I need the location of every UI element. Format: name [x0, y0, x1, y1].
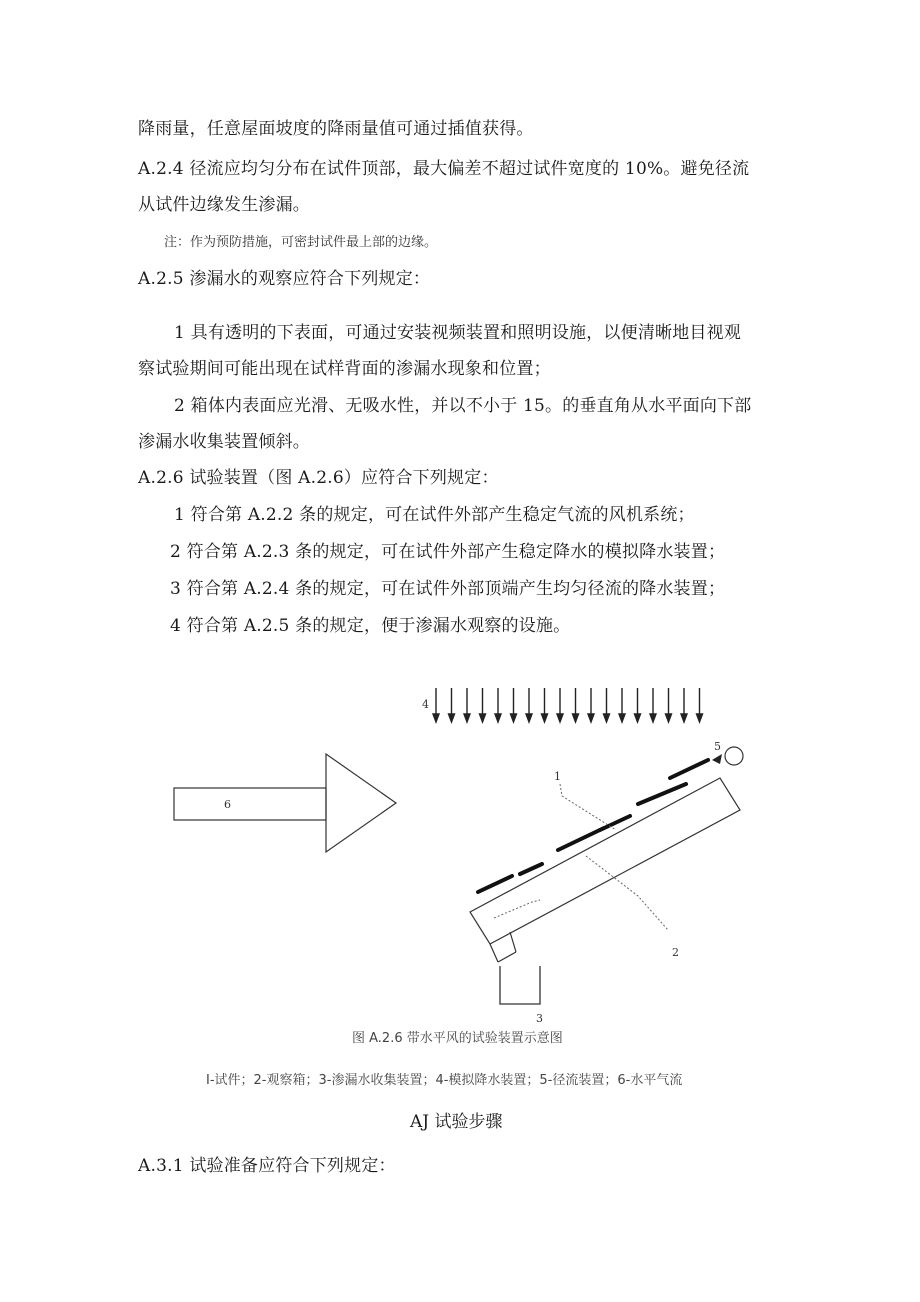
rain-arrow-head: [681, 714, 687, 722]
figure-caption: 图 A.2.6 带水平风的试验装置示意图: [352, 1031, 563, 1046]
label-1: 1: [554, 770, 561, 783]
para-a26-item1: 1 符合第 A.2.2 条的规定，可在试件外部产生稳定气流的风机系统；: [174, 505, 695, 525]
figure-legend: I-试件；2-观察箱；3-渗漏水收集装置；4-模拟降水装置；5-径流装置；6-水平气流: [206, 1073, 683, 1088]
observation-box: [470, 778, 740, 962]
rain-arrow-head: [697, 714, 703, 722]
rain-arrow-head: [480, 714, 486, 722]
rain-arrow-head: [635, 714, 641, 722]
rain-arrow-head: [449, 714, 455, 722]
rain-arrow-head: [433, 714, 439, 722]
rain-arrow-head: [511, 714, 517, 722]
specimen-strips: [478, 760, 708, 892]
rain-arrow-head: [526, 714, 532, 722]
para-a24-line1: A.2.4 径流应均匀分布在试件顶部，最大偏差不超过试件宽度的 10%。避免径流: [138, 159, 750, 179]
para-a31: A.3.1 试验准备应符合下列规定：: [138, 1156, 396, 1176]
rain-arrow-head: [464, 714, 470, 722]
para-a25-item2-line2: 渗漏水收集装置倾斜。: [138, 432, 310, 452]
para-a25-item1-line2: 察试验期间可能出现在试样背面的渗漏水现象和位置；: [138, 359, 551, 379]
para-a26-item2: 2 符合第 A.2.3 条的规定，可在试件外部产生稳定降水的模拟降水装置；: [170, 542, 726, 562]
rain-arrow-head: [604, 714, 610, 722]
label-6: 6: [224, 798, 231, 811]
rain-arrow-head: [542, 714, 548, 722]
runoff-flow-arrowhead: [712, 754, 722, 764]
note-seal-edge: 注：作为预防措施，可密封试件最上部的边缘。: [164, 235, 438, 250]
para-rainfall-interp: 降雨量，任意屋面坡度的降雨量值可通过插值获得。: [138, 119, 534, 139]
para-a24-line2: 从试件边缘发生渗漏。: [138, 195, 310, 215]
simulated-rain-arrows: [433, 688, 703, 722]
test-apparatus-figure: [160, 680, 760, 1030]
rain-arrow-head: [588, 714, 594, 722]
label-3: 3: [536, 1012, 543, 1025]
leakage-collection-tray: [500, 966, 540, 1004]
para-a26: A.2.6 试验装置（图 A.2.6）应符合下列规定：: [138, 468, 499, 488]
label-4: 4: [422, 698, 429, 711]
label-2: 2: [672, 946, 679, 959]
rain-arrow-head: [495, 714, 501, 722]
para-a25-item1-line1: 1 具有透明的下表面，可通过安装视频装置和照明设施，以便清晰地目视观: [174, 323, 742, 343]
horizontal-airflow-arrow: [174, 754, 396, 852]
rain-arrow-head: [650, 714, 656, 722]
leader-lines: [494, 784, 668, 930]
para-a25-item2-line1: 2 箱体内表面应光滑、无吸水性，并以不小于 15。的垂直角从水平面向下部: [174, 396, 752, 416]
label-5: 5: [714, 740, 721, 753]
rain-arrow-head: [573, 714, 579, 722]
section-heading: AJ 试验步骤: [410, 1112, 503, 1132]
para-a26-item4: 4 符合第 A.2.5 条的规定，便于渗漏水观察的设施。: [170, 616, 571, 636]
para-a25: A.2.5 渗漏水的观察应符合下列规定：: [138, 269, 431, 289]
rain-arrow-head: [619, 714, 625, 722]
rain-arrow-head: [666, 714, 672, 722]
rain-arrow-head: [557, 714, 563, 722]
para-a26-item3: 3 符合第 A.2.4 条的规定，可在试件外部顶端产生均匀径流的降水装置；: [170, 579, 726, 599]
runoff-device: [725, 747, 743, 765]
